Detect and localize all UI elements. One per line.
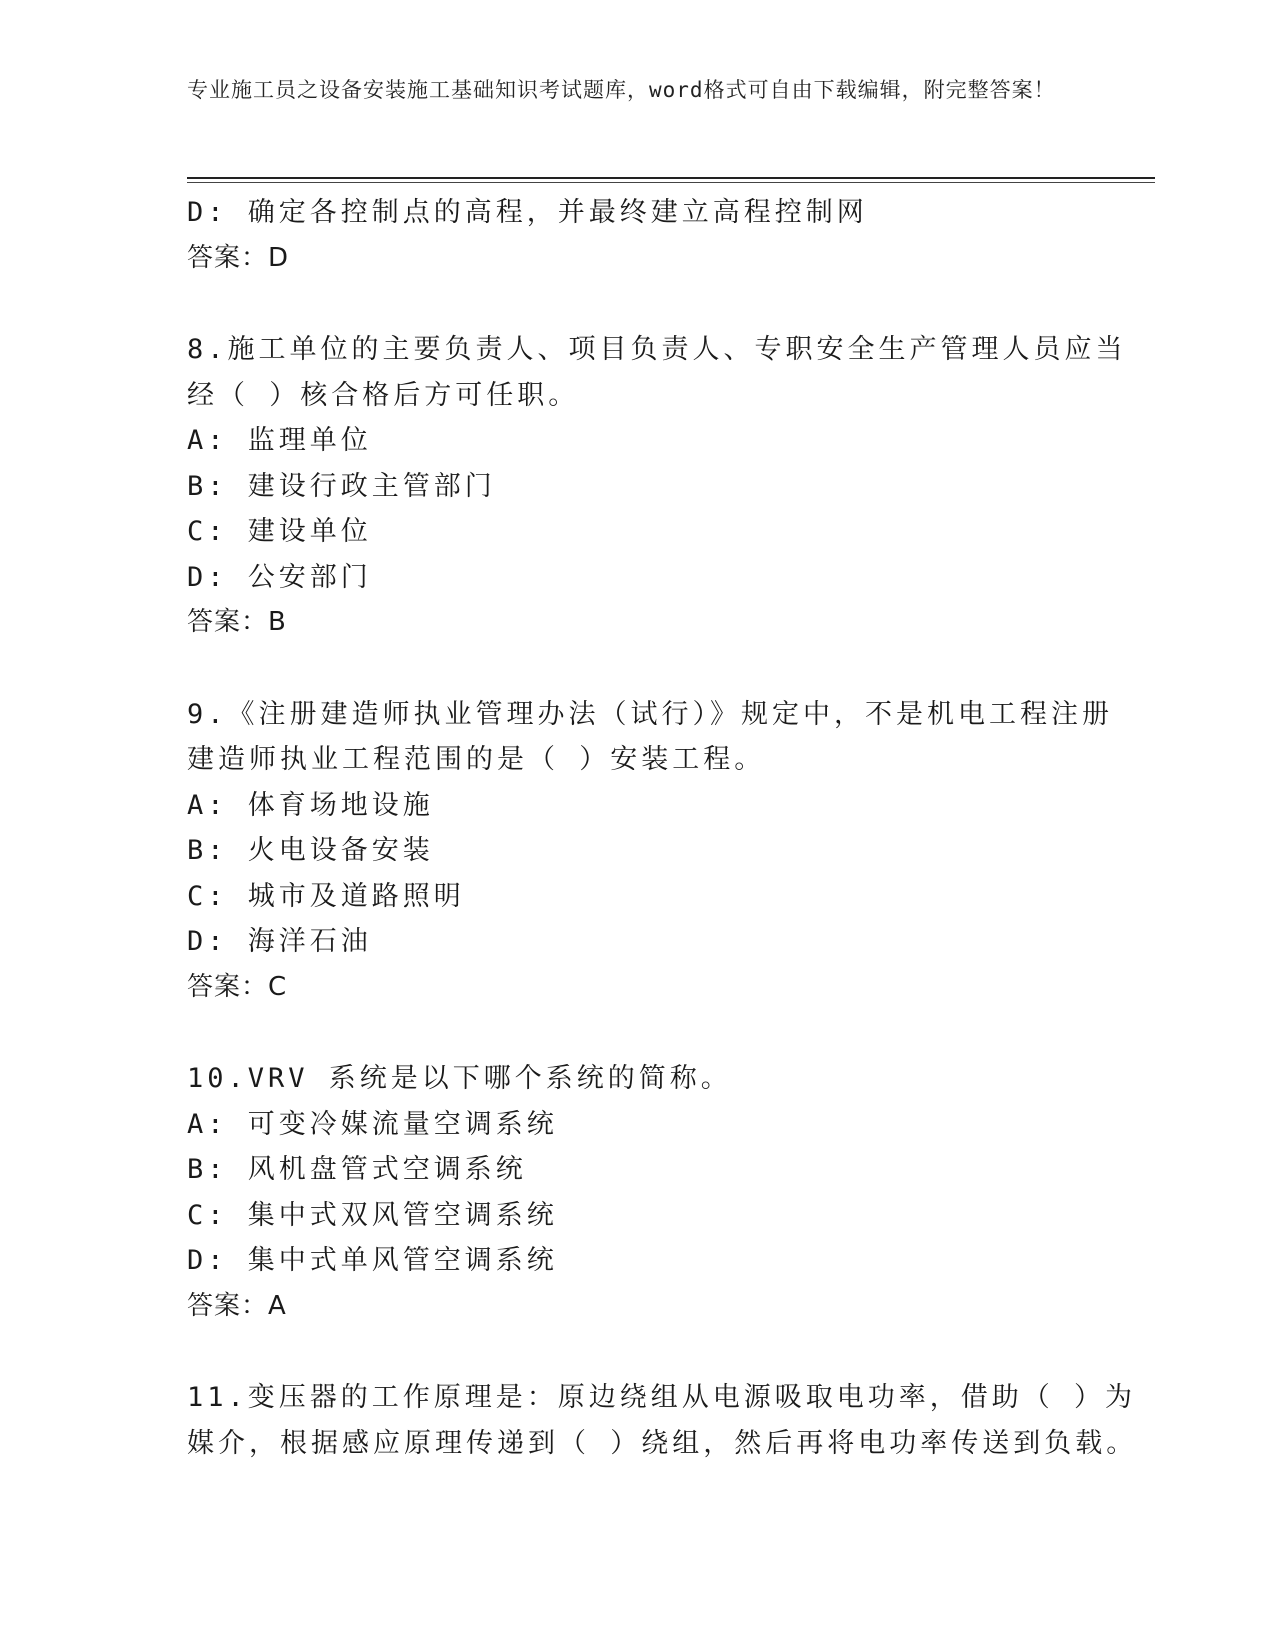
question-10 (187, 1056, 1087, 1329)
question-11 (187, 1375, 1138, 1466)
option-a: A: 监理单位 (187, 425, 372, 456)
answer-line: 答案：B (187, 607, 287, 637)
option-d: D: 集中式单风管空调系统 (187, 1245, 558, 1276)
option-b: B: 建设行政主管部门 (187, 470, 496, 502)
question-text: 10.VRV 系统是以下哪个系统的简称。 (187, 1063, 732, 1094)
question-9 (187, 692, 1114, 1011)
question-8 (187, 327, 1127, 646)
option-d: D: 确定各控制点的高程，并最终建立高程控制网 (187, 197, 868, 228)
option-a: A: 体育场地设施 (187, 789, 434, 821)
header-rule-thin (187, 182, 1155, 183)
option-d: D: 海洋石油 (187, 926, 372, 957)
previous-question-tail (187, 190, 1087, 281)
answer-line: 答案：C (187, 971, 288, 1002)
option-c: C: 建设单位 (187, 516, 372, 547)
question-text: 8.施工单位的主要负责人、项目负责人、专职安全生产管理人员应当 (187, 334, 1127, 365)
option-a: A: 可变冷媒流量空调系统 (187, 1108, 558, 1140)
option-c: C: 集中式双风管空调系统 (187, 1199, 558, 1231)
question-text: 媒介，根据感应原理传递到（ ）绕组，然后再将电功率传送到负载。 (187, 1427, 1138, 1459)
header-rule-thick (187, 177, 1155, 179)
option-d: D: 公安部门 (187, 561, 372, 593)
question-text: 经（ ）核合格后方可任职。 (187, 379, 580, 411)
option-b: B: 风机盘管式空调系统 (187, 1154, 527, 1185)
question-text: 9.《注册建造师执业管理办法（试行）》规定中，不是机电工程注册 (187, 698, 1114, 730)
question-text: 建造师执业工程范围的是（ ）安装工程。 (187, 744, 766, 775)
document-body (187, 190, 1138, 1466)
option-b: B: 火电设备安装 (187, 835, 434, 866)
question-text: 11.变压器的工作原理是：原边绕组从电源吸取电功率，借助（ ）为 (187, 1382, 1137, 1413)
document-header: 专业施工员之设备安装施工基础知识考试题库，word格式可自由下载编辑，附完整答案！ (187, 78, 1056, 102)
answer-line: 答案：D (187, 242, 290, 273)
answer-line: 答案：A (187, 1290, 287, 1321)
option-c: C: 城市及道路照明 (187, 880, 465, 912)
